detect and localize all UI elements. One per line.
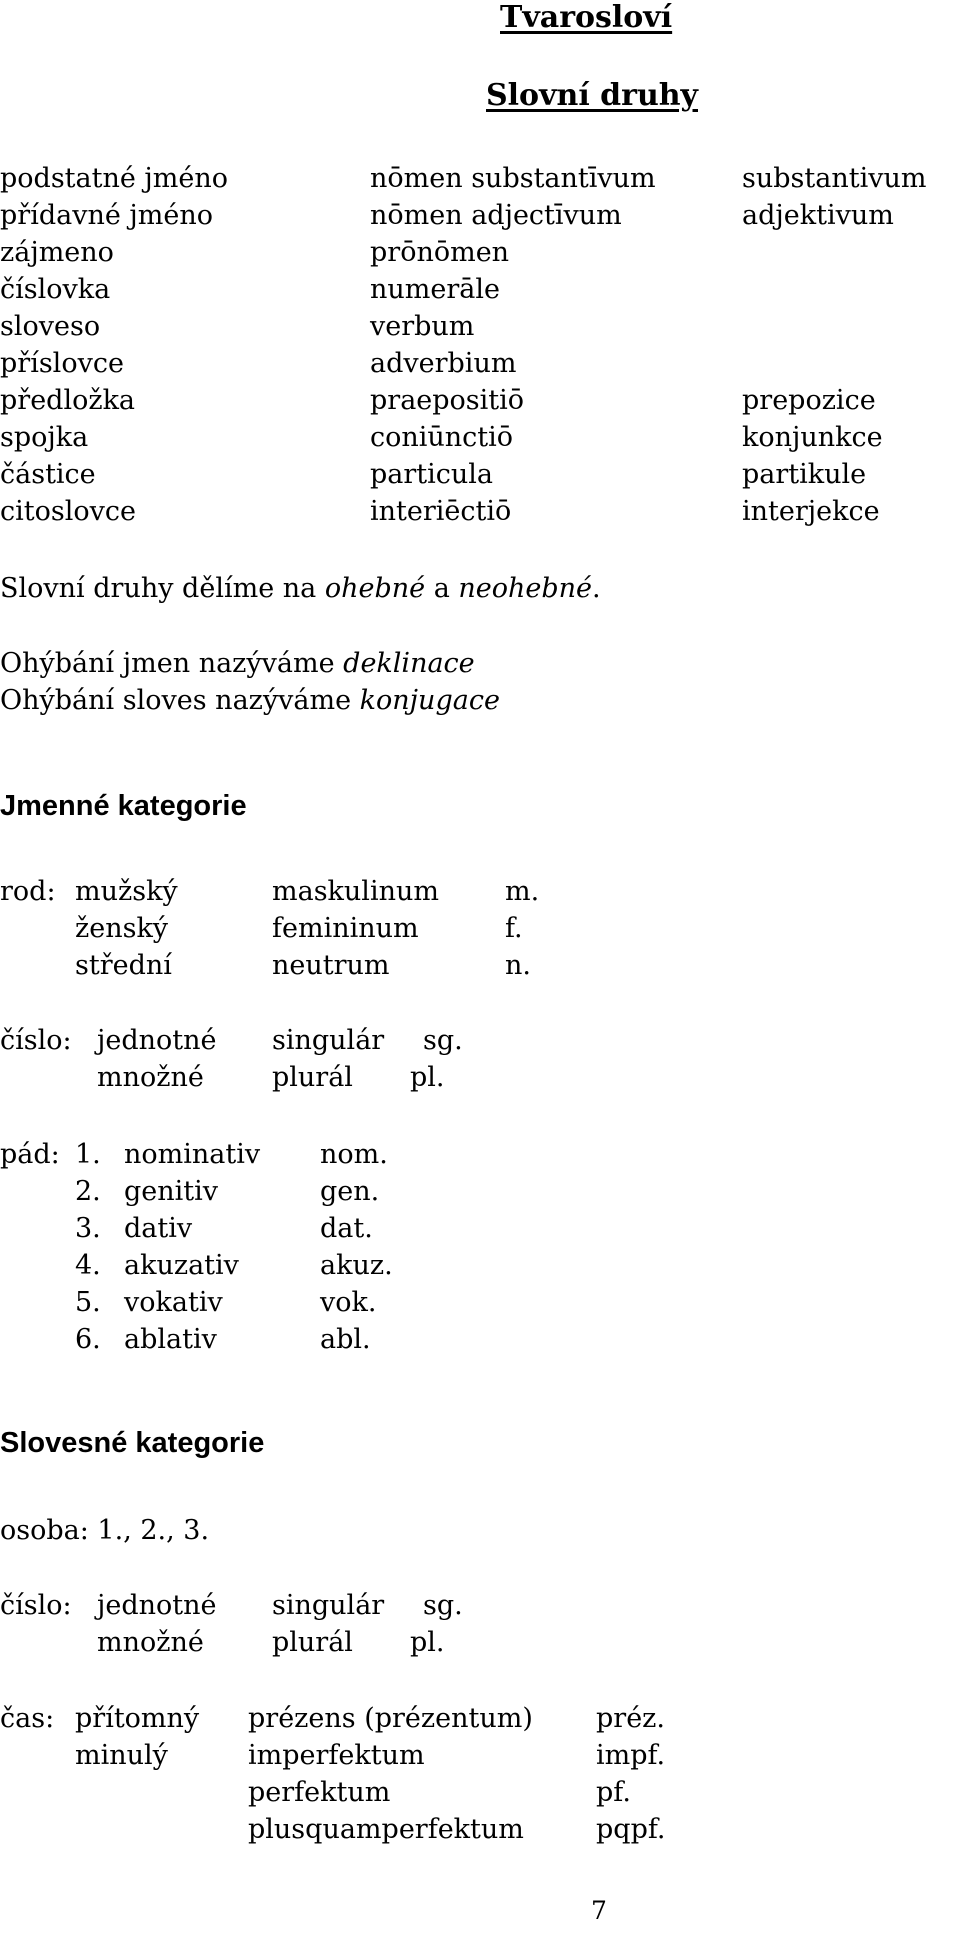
verbal-number-czech: množné [97,1627,204,1658]
case-name: nominativ [124,1139,261,1170]
case-abbr: akuz. [320,1250,393,1281]
word-class-latin: coniūnctiō [370,422,514,453]
word-class-czech: příslovce [0,348,124,379]
tense-czech: přítomný [75,1703,200,1734]
word-class-czech: přídavné jméno [0,200,214,231]
verbal-number-latin: singulár [272,1590,385,1621]
word-class-latin: particula [370,459,494,490]
gender-latin: femininum [272,913,419,944]
case-number: 5. [75,1287,101,1318]
word-class-czech: částice [0,459,96,490]
word-class-term: prepozice [742,385,876,416]
case-number: 6. [75,1324,101,1355]
case-name: vokativ [124,1287,223,1318]
division-end: . [592,573,601,604]
division-mid: a [425,573,459,604]
word-class-term: adjektivum [742,200,894,231]
verbal-number-label: číslo: [0,1590,72,1621]
word-class-latin: nōmen adjectīvum [370,200,622,231]
case-name: akuzativ [124,1250,239,1281]
person-line: osoba: 1., 2., 3. [0,1515,210,1546]
case-name: ablativ [124,1324,217,1355]
word-class-czech: zájmeno [0,237,114,268]
word-class-term: konjunkce [742,422,883,453]
case-abbr: nom. [320,1139,388,1170]
number-latin: singulár [272,1025,385,1056]
number-abbr: sg. [423,1025,463,1056]
case-name: genitiv [124,1176,219,1207]
gender-abbr: n. [505,950,531,981]
term-neohebne: neohebné [458,573,593,604]
division-prefix: Slovní druhy dělíme na [0,573,325,604]
word-class-latin: interiēctiō [370,496,512,527]
tense-latin: plusquamperfektum [248,1814,524,1845]
word-class-czech: podstatné jméno [0,163,229,194]
number-latin: plurál [272,1062,353,1093]
tense-abbr: pf. [596,1777,631,1808]
gender-label: rod: [0,876,56,907]
tense-label: čas: [0,1703,55,1734]
case-abbr: gen. [320,1176,380,1207]
word-class-latin: numerāle [370,274,500,305]
word-class-term: substantivum [742,163,927,194]
case-name: dativ [124,1213,193,1244]
tense-latin: perfektum [248,1777,391,1808]
case-label: pád: [0,1139,60,1170]
page-title: Tvarosloví [500,0,673,35]
declension-prefix: Ohýbání jmen nazýváme [0,648,344,679]
number-label: číslo: [0,1025,72,1056]
verbal-heading: Slovesné kategorie [0,1427,265,1459]
case-number: 2. [75,1176,101,1207]
number-abbr: pl. [410,1062,445,1093]
number-czech: množné [97,1062,204,1093]
tense-abbr: pqpf. [596,1814,666,1845]
number-czech: jednotné [97,1025,217,1056]
case-number: 3. [75,1213,101,1244]
section-title: Slovní druhy [486,78,698,113]
tense-abbr: préz. [596,1703,665,1734]
word-class-latin: praepositiō [370,385,525,416]
term-konjugace: konjugace [359,685,500,716]
tense-abbr: impf. [596,1740,666,1771]
verbal-number-abbr: sg. [423,1590,463,1621]
nominal-heading: Jmenné kategorie [0,790,247,822]
division-sentence [0,570,601,607]
word-class-czech: citoslovce [0,496,136,527]
gender-czech: mužský [75,876,178,907]
case-abbr: vok. [320,1287,377,1318]
gender-abbr: f. [505,913,523,944]
term-ohebne: ohebné [324,573,426,604]
word-class-latin: nōmen substantīvum [370,163,656,194]
verbal-number-abbr: pl. [410,1627,445,1658]
word-class-czech: sloveso [0,311,101,342]
case-number: 1. [75,1139,101,1170]
word-class-czech: číslovka [0,274,111,305]
verbal-number-latin: plurál [272,1627,353,1658]
word-class-czech: spojka [0,422,89,453]
gender-latin: neutrum [272,950,390,981]
case-abbr: dat. [320,1213,373,1244]
tense-latin: prézens (prézentum) [248,1703,533,1734]
word-class-latin: prōnōmen [370,237,510,268]
conjugation-sentence [0,682,500,719]
word-class-czech: předložka [0,385,136,416]
tense-latin: imperfektum [248,1740,425,1771]
word-class-latin: verbum [370,311,475,342]
term-deklinace: deklinace [343,648,475,679]
gender-latin: maskulinum [272,876,439,907]
declension-sentence [0,645,475,682]
case-number: 4. [75,1250,101,1281]
case-abbr: abl. [320,1324,371,1355]
verbal-number-czech: jednotné [97,1590,217,1621]
gender-czech: střední [75,950,172,981]
page-number: 7 [591,1896,607,1925]
word-class-latin: adverbium [370,348,517,379]
word-class-term: interjekce [742,496,880,527]
gender-czech: ženský [75,913,169,944]
word-class-term: partikule [742,459,867,490]
gender-abbr: m. [505,876,540,907]
tense-czech: minulý [75,1740,168,1771]
conjugation-prefix: Ohýbání sloves nazýváme [0,685,360,716]
